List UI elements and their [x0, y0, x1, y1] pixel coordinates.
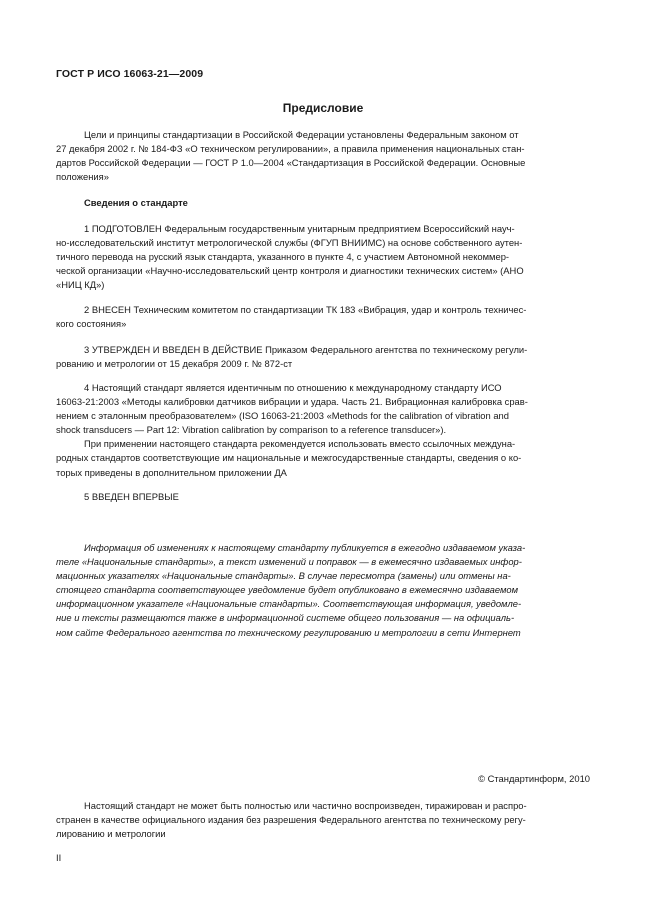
text-line: странен в качестве официального издания без разрешения Федерального агентства по техническому регу-: [56, 814, 526, 826]
item-4: [56, 381, 590, 480]
text-line: 3 УТВЕРЖДЕН И ВВЕДЕН В ДЕЙСТВИЕ Приказом Федерального агентства по техническому регули-: [84, 344, 528, 355]
text-line: 4 Настоящий стандарт является идентичным по отношению к международному стандарту ИСО: [84, 382, 502, 393]
text-line: нением с эталонным преобразователем» (ISO 16063-21:2003 «Methods for the calibration of vibration and: [56, 410, 509, 422]
section-subheading: Сведения о стандарте: [84, 197, 188, 208]
text-line: но-исследовательский институт метрологической службы (ФГУП ВНИИМС) на основе собственного аутен-: [56, 237, 523, 249]
text-line: лированию и метрологии: [56, 828, 166, 840]
page-number: II: [56, 852, 62, 863]
text-line: дартов Российской Федерации — ГОСТ Р 1.0—2004 «Стандартизация в Российской Федерации. Основные: [56, 157, 526, 169]
text-line: теле «Национальные стандарты», а текст изменений и поправок — в ежемесячно издаваемых инфор-: [56, 556, 522, 568]
item-2: [56, 303, 590, 331]
text-line: shock transducers — Part 12: Vibration calibration by comparison to a reference transducer»).: [56, 424, 447, 436]
text-line: 2 ВНЕСЕН Техническим комитетом по стандартизации ТК 183 «Вибрация, удар и контроль техничес-: [84, 304, 527, 315]
text-line: При применении настоящего стандарта рекомендуется использовать вместо ссылочных междуна-: [84, 438, 516, 450]
text-line: 16063-21:2003 «Методы калибровки датчиков вибрации и удара. Часть 21. Вибрационная калибровка срав-: [56, 396, 528, 408]
text-line: информационном указателе «Национальные стандарты». Соответствующая информация, уведомле-: [56, 598, 522, 610]
notice-paragraph: [56, 541, 590, 640]
text-line: кого состояния»: [56, 318, 127, 330]
text-line: ческой организации «Научно-исследовательский центр контроля и диагностики технических систем» (АНО: [56, 265, 524, 277]
text-line: Настоящий стандарт не может быть полностью или частично воспроизведен, тиражирован и распро-: [84, 800, 527, 811]
copyright-notice: © Стандартинформ, 2010: [478, 773, 590, 784]
text-line: Информация об изменениях к настоящему стандарту публикуется в ежегодно издаваемом указа-: [84, 542, 526, 553]
text-line: 27 декабря 2002 г. № 184-ФЗ «О техническом регулировании», а правила применения национальных стан-: [56, 143, 525, 155]
reproduction-notice: [56, 799, 590, 841]
text-line: стоящего стандарта соответствующее уведомление будет опубликовано в ежемесячно издаваемом: [56, 584, 519, 596]
text-line: 5 ВВЕДЕН ВПЕРВЫЕ: [84, 491, 179, 502]
text-line: 1 ПОДГОТОВЛЕН Федеральным государственным унитарным предприятием Всероссийский науч-: [84, 223, 515, 234]
text-line: рованию и метрологии от 15 декабря 2009 г. № 872-ст: [56, 358, 293, 370]
text-line: родных стандартов соответствующие им национальные и межгосударственные стандарты, сведения о ко-: [56, 452, 522, 464]
text-line: Цели и принципы стандартизации в Российской Федерации установлены Федеральным законом от: [84, 129, 519, 140]
text-line: ном сайте Федерального агентства по техническому регулированию и метрологии в сети Интернет: [56, 626, 521, 638]
page-title: Предисловие: [282, 101, 364, 115]
item-1: [56, 222, 590, 292]
text-line: ние и тексты размещаются также в информационной системе общего пользования — на официаль-: [56, 612, 515, 624]
standard-code-header: ГОСТ Р ИСО 16063-21—2009: [56, 68, 204, 80]
item-3: [56, 343, 590, 371]
text-line: «НИЦ КД»): [56, 279, 105, 291]
text-line: торых приведены в дополнительном приложении ДА: [56, 466, 287, 478]
text-line: тичного перевода на русский язык стандарта, указанного в пункте 4, с участием Автономной некоммер-: [56, 251, 510, 263]
text-line: положения»: [56, 171, 109, 183]
intro-paragraph: [56, 128, 590, 184]
text-line: мационных указателях «Национальные стандарты». В случае пересмотра (замены) или отмены на-: [56, 570, 511, 582]
item-5: [56, 490, 590, 504]
